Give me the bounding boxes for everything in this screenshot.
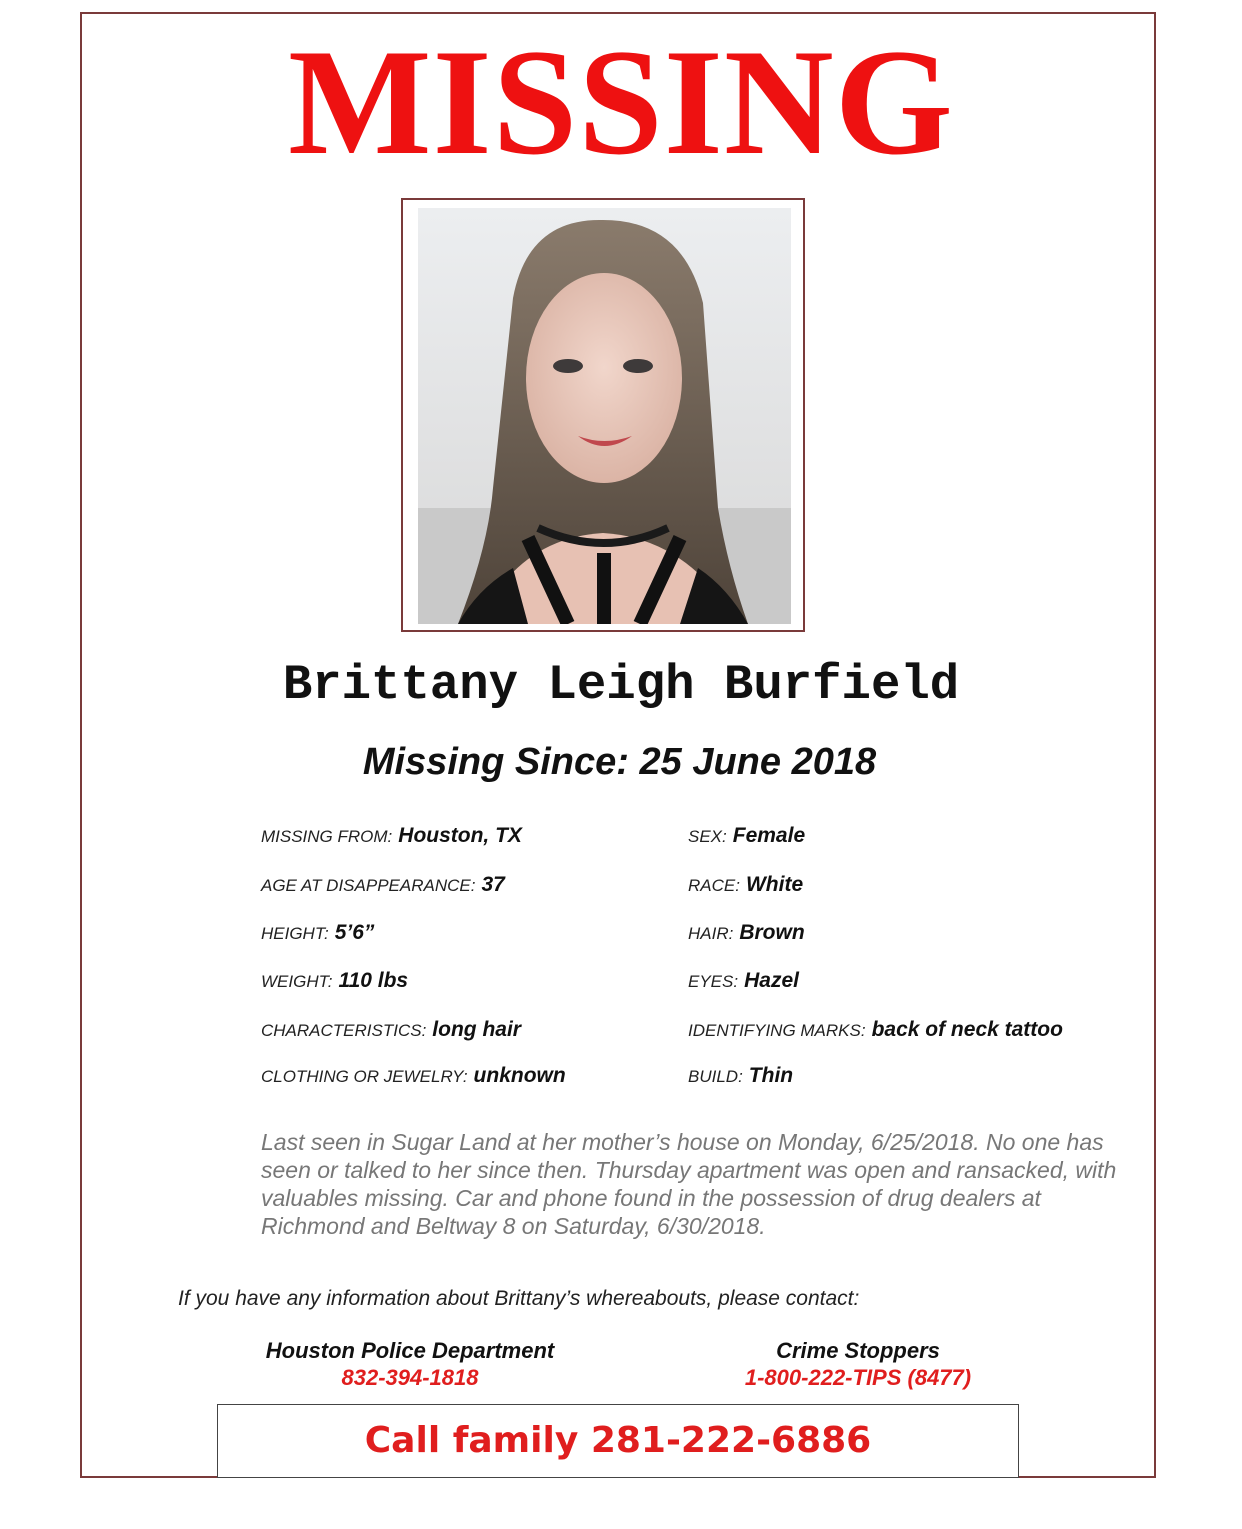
contact-phone[interactable]: 832-394-1818 — [341, 1365, 479, 1390]
poster-title: MISSING — [288, 18, 954, 186]
detail-weight — [261, 967, 408, 995]
missing-person-photo — [418, 208, 791, 624]
detail-value: unknown — [473, 1064, 566, 1087]
missing-person-name: Brittany Leigh Burfield — [282, 657, 960, 713]
detail-value: 110 lbs — [338, 969, 409, 992]
detail-height — [261, 919, 374, 947]
detail-identifying-marks — [688, 1016, 1063, 1044]
detail-value: Brown — [739, 921, 805, 944]
contact-phone[interactable]: 1-800-222-TIPS (8477) — [744, 1365, 972, 1390]
detail-hair — [688, 919, 805, 947]
missing-since — [0, 738, 1242, 786]
detail-label: CLOTHING OR JEWELRY: — [261, 1067, 468, 1086]
contact-houston-police — [200, 1337, 620, 1391]
detail-label: HAIR: — [688, 924, 734, 943]
detail-value: White — [745, 873, 804, 896]
detail-characteristics — [261, 1016, 521, 1044]
detail-value: back of neck tattoo — [871, 1018, 1063, 1041]
circumstances-description: Last seen in Sugar Land at her mother’s house on Monday, 6/25/2018. No one has seen or talked to her since then. Thursday apartment was open and ransacked, with valuables missing. Car and phone found in the possession of drug dealers at Richmond and Beltway 8 on Saturday, 6/30/2018. — [261, 1129, 1117, 1239]
detail-label: WEIGHT: — [261, 972, 333, 991]
detail-value: Houston, TX — [398, 824, 522, 847]
detail-age — [261, 871, 505, 899]
missing-since-text: Missing Since: 25 June 2018 — [362, 741, 877, 783]
detail-label: BUILD: — [688, 1067, 743, 1086]
detail-eyes — [688, 967, 799, 995]
detail-value: Hazel — [744, 969, 799, 992]
family-phone[interactable]: Call family 281-222-6886 — [364, 1420, 872, 1461]
detail-build — [688, 1062, 793, 1090]
detail-label: IDENTIFYING MARKS: — [688, 1021, 866, 1040]
detail-label: MISSING FROM: — [261, 827, 393, 846]
contact-org-name: Houston Police Department — [265, 1338, 555, 1363]
detail-clothing — [261, 1062, 566, 1090]
detail-race — [688, 871, 803, 899]
detail-value: long hair — [432, 1018, 521, 1041]
photo-frame — [401, 198, 805, 632]
detail-label: SEX: — [688, 827, 727, 846]
contact-intro: If you have any information about Brittany’s whereabouts, please contact: — [178, 1287, 860, 1310]
detail-value: 37 — [481, 873, 505, 896]
detail-sex — [688, 822, 805, 850]
detail-value: Thin — [748, 1064, 794, 1087]
family-contact-box — [217, 1404, 1019, 1478]
detail-value: 5’6” — [334, 921, 375, 944]
contact-crime-stoppers — [648, 1337, 1068, 1391]
detail-label: RACE: — [688, 876, 740, 895]
detail-label: EYES: — [688, 972, 739, 991]
detail-value: Female — [732, 824, 806, 847]
detail-label: HEIGHT: — [261, 924, 329, 943]
detail-label: CHARACTERISTICS: — [261, 1021, 427, 1040]
detail-missing-from — [261, 822, 522, 850]
contact-org-name: Crime Stoppers — [776, 1338, 940, 1363]
detail-label: AGE AT DISAPPEARANCE: — [261, 876, 476, 895]
